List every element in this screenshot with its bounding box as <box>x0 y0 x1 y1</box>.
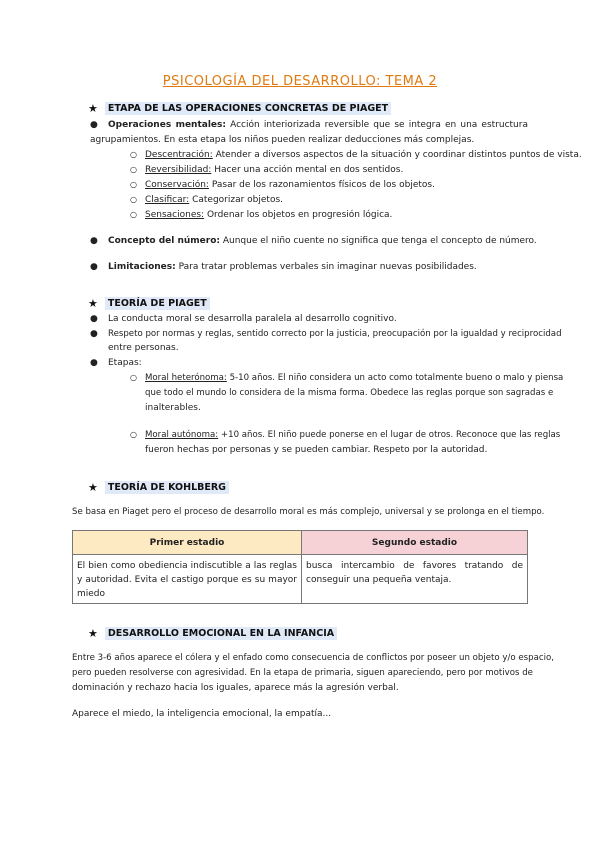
subitem-conservacion: Conservación: Pasar de los razonamientos físicos de los objetos. <box>145 180 435 190</box>
hollow-bullet-icon: ○ <box>130 430 137 439</box>
table-cell-primer-estadio: El bien como obediencia indiscutible a las reglas y autoridad. Evita el castigo porque es su mayor miedo <box>73 555 302 604</box>
section-heading-piaget: ★ TEORÍA DE PIAGET <box>88 296 210 311</box>
piaget-bullet-2-line1: Respeto por normas y reglas, sentido correcto por la justicia, preocupación por la igualdad y reciprocidad <box>108 329 562 339</box>
table-cell-segundo-estadio: busca intercambio de favores tratando de conseguir una pequeña ventaja. <box>302 555 528 604</box>
emocional-p2: Aparece el miedo, la inteligencia emocional, la empatía... <box>72 709 332 719</box>
table-header-segundo-estadio: Segundo estadio <box>302 531 528 555</box>
section-heading-kohlberg: ★ TEORÍA DE KOHLBERG <box>88 480 229 495</box>
star-icon: ★ <box>88 481 98 494</box>
subitem-descentracion: Descentración: Atender a diversos aspectos de la situación y coordinar distintos puntos de vista. <box>145 150 582 160</box>
section-heading-emocional: ★ DESARROLLO EMOCIONAL EN LA INFANCIA <box>88 626 337 641</box>
moral-heteronoma-line3: inalterables. <box>145 403 201 413</box>
piaget-bullet-1: La conducta moral se desarrolla paralela al desarrollo cognitivo. <box>108 314 397 324</box>
hollow-bullet-icon: ○ <box>130 180 137 189</box>
moral-heteronoma-line1: Moral heterónoma: 5-10 años. El niño considera un acto como totalmente bueno o malo y piensa <box>145 373 564 383</box>
limitaciones: Limitaciones: Para tratar problemas verbales sin imaginar nuevas posibilidades. <box>108 262 477 272</box>
op-mentales-line1: Operaciones mentales: Acción interiorizada reversible que se integra en una estructura <box>108 120 528 130</box>
star-icon: ★ <box>88 102 98 115</box>
emocional-p1-line2: pero pueden resolverse con agresividad. En la etapa de primaria, siguen apareciendo, pero por motivos de <box>72 668 533 678</box>
star-icon: ★ <box>88 627 98 640</box>
hollow-bullet-icon: ○ <box>130 195 137 204</box>
op-mentales-line2: agrupamientos. En esta etapa los niños pueden realizar deducciones más complejas. <box>90 135 475 145</box>
bullet-icon: ● <box>90 120 98 130</box>
kohlberg-stages-table <box>72 530 528 604</box>
page-title: PSICOLOGÍA DEL DESARROLLO: TEMA 2 <box>162 74 438 89</box>
star-icon: ★ <box>88 297 98 310</box>
section-heading-operaciones: ★ ETAPA DE LAS OPERACIONES CONCRETAS DE PIAGET <box>88 101 391 116</box>
hollow-bullet-icon: ○ <box>130 150 137 159</box>
hollow-bullet-icon: ○ <box>130 210 137 219</box>
bullet-icon: ● <box>90 358 98 368</box>
hollow-bullet-icon: ○ <box>130 373 137 382</box>
bullet-icon: ● <box>90 314 98 324</box>
table-header-primer-estadio: Primer estadio <box>73 531 302 555</box>
kohlberg-intro: Se basa en Piaget pero el proceso de desarrollo moral es más complejo, universal y se prolonga en el tiempo. <box>72 507 545 517</box>
piaget-etapas: Etapas: <box>108 358 142 368</box>
bullet-icon: ● <box>90 262 98 272</box>
bullet-icon: ● <box>90 236 98 246</box>
subitem-sensaciones: Sensaciones: Ordenar los objetos en progresión lógica. <box>145 210 393 220</box>
subitem-clasificar: Clasificar: Categorizar objetos. <box>145 195 284 205</box>
moral-heteronoma-line2: que todo el mundo lo considera de la misma forma. Obedece las reglas porque son sagradas e <box>145 388 554 398</box>
bullet-icon: ● <box>90 329 98 339</box>
concepto-numero: Concepto del número: Aunque el niño cuente no significa que tenga el concepto de número. <box>108 236 537 246</box>
piaget-bullet-2-line2: entre personas. <box>108 343 179 353</box>
moral-autonoma-line1: Moral autónoma: +10 años. El niño puede ponerse en el lugar de otros. Reconoce que las reglas <box>145 430 561 440</box>
emocional-p1-line1: Entre 3-6 años aparece el cólera y el enfado como consecuencia de conflictos por poseer un objeto y/o espacio, <box>72 653 554 663</box>
emocional-p1-line3: dominación y rechazo hacia los iguales, aparece más la agresión verbal. <box>72 683 399 693</box>
hollow-bullet-icon: ○ <box>130 165 137 174</box>
moral-autonoma-line2: fueron hechas por personas y se pueden cambiar. Respeto por la autoridad. <box>145 445 488 455</box>
subitem-reversibilidad: Reversibilidad: Hacer una acción mental en dos sentidos. <box>145 165 404 175</box>
